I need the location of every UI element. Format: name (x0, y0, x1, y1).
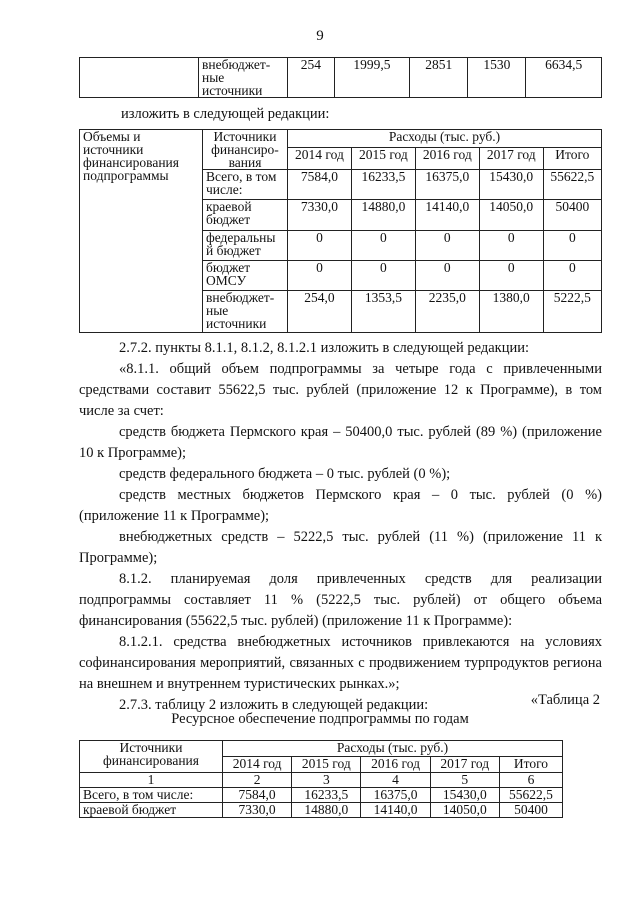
value-cell: 254,0 (288, 291, 352, 333)
row-label: федеральны й бюджет (203, 231, 288, 261)
value-cell: 5222,5 (543, 291, 601, 333)
paragraph-8-1-1: «8.1.1. общий объем подпрограммы за четыре года с привлеченными средствами составит 55622,5 тыс. рублей (приложение 12 к Программе), в том числе за счет: (79, 361, 602, 419)
value-cell: 16233,5 (292, 788, 361, 803)
value-cell: 0 (351, 261, 415, 291)
table-cell: 1530 (468, 58, 526, 98)
source-header-cell: Источники финансирования (80, 741, 223, 773)
value-cell: 50400 (543, 200, 601, 231)
value-cell: 15430,0 (479, 170, 543, 200)
value-cell: 0 (543, 231, 601, 261)
value-cell: 7584,0 (288, 170, 352, 200)
table-cell: внебюджет-ные источники (199, 58, 288, 98)
year-cell: Итого (499, 757, 562, 773)
number-cell: 6 (499, 773, 562, 788)
paragraph-kraj: средств бюджета Пермского края – 50400,0 тыс. рублей (89 %) (приложение 10 к Программе); (79, 424, 602, 461)
value-cell: 7330,0 (288, 200, 352, 231)
paragraph-extra: внебюджетных средств – 5222,5 тыс. рублей (11 %) (приложение 11 к Программе); (79, 529, 602, 566)
value-cell: 0 (288, 261, 352, 291)
year-cell: 2016 год (361, 757, 430, 773)
year-cell: 2015 год (351, 148, 415, 170)
table-cell: 6634,5 (526, 58, 602, 98)
value-cell: 1380,0 (479, 291, 543, 333)
row-label: Всего, в том числе: (80, 788, 223, 803)
table-row (80, 741, 563, 757)
page-number: 9 (316, 28, 324, 44)
year-cell: 2015 год (292, 757, 361, 773)
value-cell: 14880,0 (351, 200, 415, 231)
value-cell: 0 (415, 231, 479, 261)
table-cell (80, 58, 199, 98)
year-cell: 2017 год (430, 757, 499, 773)
number-cell: 5 (430, 773, 499, 788)
value-cell: 15430,0 (430, 788, 499, 803)
number-cell: 4 (361, 773, 430, 788)
paragraph-8-1-2-1: 8.1.2.1. средства внебюджетных источников привлекаются на условиях софинансирования мероприятий, связанных с продвижением турпродуктов региона на внешнем и внутреннем туристических рынках.»; (79, 634, 602, 692)
table-row (80, 803, 563, 818)
year-cell: Итого (543, 148, 601, 170)
value-cell: 7584,0 (223, 788, 292, 803)
row-label: Всего, в том числе: (203, 170, 288, 200)
main-table (79, 129, 602, 333)
table-cell: 254 (288, 58, 335, 98)
value-cell: 14880,0 (292, 803, 361, 818)
paragraph-local: средств местных бюджетов Пермского края – 0 тыс. рублей (0 %) (приложение 11 к Программе); (79, 487, 602, 524)
value-cell: 55622,5 (499, 788, 562, 803)
table-row (80, 788, 563, 803)
paragraph-8-1-2: 8.1.2. планируемая доля привлеченных средств для реализации подпрограммы составляет 11 % (5222,5 тыс. рублей) от общего объема финансирования (55622,5 тыс. рублей) (приложение 11 к Программе): (79, 571, 602, 629)
source-header-cell: Источники финансиро-вания (203, 130, 288, 170)
value-cell: 14140,0 (361, 803, 430, 818)
table-row (80, 130, 602, 148)
number-cell: 1 (80, 773, 223, 788)
expenses-header-cell: Расходы (тыс. руб.) (288, 130, 602, 148)
year-cell: 2014 год (223, 757, 292, 773)
value-cell: 0 (479, 231, 543, 261)
table-row (80, 58, 602, 98)
number-cell: 3 (292, 773, 361, 788)
table2-label: «Таблица 2 (530, 692, 600, 708)
value-cell: 16375,0 (415, 170, 479, 200)
value-cell: 14050,0 (430, 803, 499, 818)
value-cell: 0 (415, 261, 479, 291)
table-row (80, 773, 563, 788)
year-cell: 2016 год (415, 148, 479, 170)
row-label: краевой бюджет (203, 200, 288, 231)
row-header-cell: Объемы и источники финансирования подпрограммы (80, 130, 203, 333)
value-cell: 16233,5 (351, 170, 415, 200)
intro-text: изложить в следующей редакции: (121, 106, 330, 122)
value-cell: 55622,5 (543, 170, 601, 200)
table-cell: 1999,5 (334, 58, 410, 98)
value-cell: 1353,5 (351, 291, 415, 333)
number-cell: 2 (223, 773, 292, 788)
value-cell: 0 (288, 231, 352, 261)
value-cell: 14050,0 (479, 200, 543, 231)
value-cell: 0 (479, 261, 543, 291)
value-cell: 0 (543, 261, 601, 291)
paragraph-fed: средств федерального бюджета – 0 тыс. рублей (0 %); (119, 466, 451, 482)
year-cell: 2017 год (479, 148, 543, 170)
row-label: краевой бюджет (80, 803, 223, 818)
paragraph-2-7-3: 2.7.3. таблицу 2 изложить в следующей редакции: (119, 697, 429, 713)
table-cell: 2851 (410, 58, 468, 98)
expenses-header-cell: Расходы (тыс. руб.) (223, 741, 563, 757)
top-table (79, 57, 602, 98)
value-cell: 14140,0 (415, 200, 479, 231)
row-label: бюджет ОМСУ (203, 261, 288, 291)
value-cell: 16375,0 (361, 788, 430, 803)
value-cell: 7330,0 (223, 803, 292, 818)
value-cell: 50400 (499, 803, 562, 818)
value-cell: 2235,0 (415, 291, 479, 333)
row-label: внебюджет-ные источники (203, 291, 288, 333)
table2 (79, 740, 563, 818)
value-cell: 0 (351, 231, 415, 261)
table2-title: Ресурсное обеспечение подпрограммы по годам (171, 711, 469, 727)
body-text (79, 338, 602, 716)
paragraph-2-7-2: 2.7.2. пункты 8.1.1, 8.1.2, 8.1.2.1 изложить в следующей редакции: (119, 340, 530, 356)
year-cell: 2014 год (288, 148, 352, 170)
